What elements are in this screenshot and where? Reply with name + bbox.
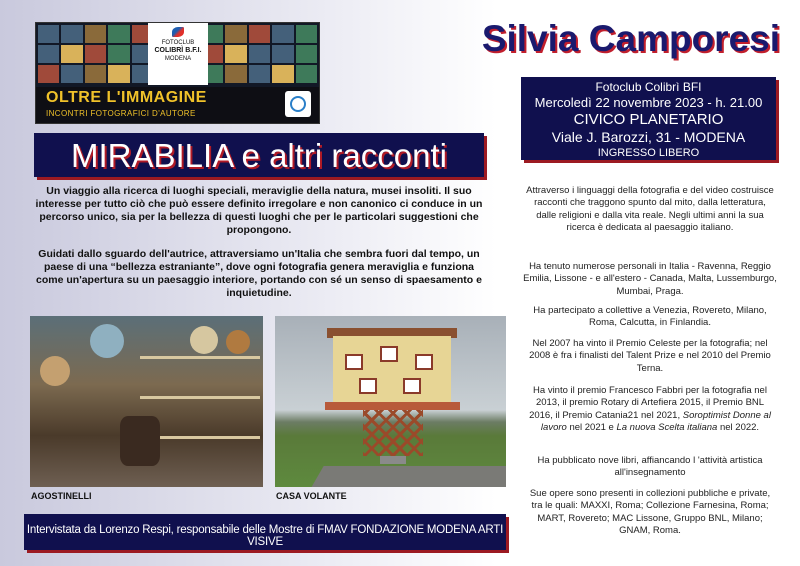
bio-paragraph-6: Ha pubblicato nove libri, affiancando l 'attività artistica all'insegnamento	[537, 455, 763, 479]
club-logo	[148, 23, 208, 85]
hummingbird-icon	[172, 27, 184, 37]
photo-agostinelli	[30, 316, 263, 487]
bio-award-scelta: La nuova Scelta italiana	[616, 421, 718, 433]
bio-paragraph-3: Ha partecipato a collettive a Venezia, Rovereto, Milano, Roma, Calcutta, in Finlandia.	[533, 305, 767, 329]
interviewer-text: Intervistata da Lorenzo Respi, responsabile delle Mostre di FMAV FONDAZIONE MODENA ARTI VISIVE	[26, 524, 504, 548]
bio-awards-text-3: nel 2022.	[719, 421, 760, 433]
bio-paragraph-1: Attraverso i linguaggi della fotografia e del video costruisce racconti che traggono spunto dal mito, dalla letteratura, dalle religioni e dalla vita reale. Negli ultimi anni la sua ricerca è dedicata al paesaggio italiano.	[526, 185, 774, 233]
club-city: MODENA	[164, 56, 192, 62]
bio-awards-text: Ha vinto il premio Francesco Fabbri per la fotografia nel 2013, il premio Rotary di Artefiera 2015, il Premio BNL 2016, il Premio Catania21 nel 2021,	[529, 385, 767, 421]
event-club: Fotoclub Colibrì BFI	[595, 80, 702, 94]
bio-awards-text-2: nel 2021 e	[569, 421, 614, 433]
bio-paragraph-4: Nel 2007 ha vinto il Premio Celeste per la fotografia; nel 2008 è fra i finalisti del Talent Prize e nel 2010 del Premio Terna.	[529, 338, 771, 374]
event-series-banner	[35, 22, 320, 124]
photo-casa-volante	[275, 316, 506, 487]
event-entry: INGRESSO LIBERO	[597, 147, 700, 159]
event-address: Viale J. Barozzi, 31 - MODENA	[551, 129, 746, 145]
intro-paragraph-2: Guidati dallo sguardo dell'autrice, attraversiamo un'Italia che sembra fuori dal tempo, un paese di una “bellezza estraniante”, dove ogni fotografia genera meraviglia e funziona come un'apertura su un paesaggio interiore, portando con sé un senso di spaesamento e inquietudine.	[36, 248, 482, 299]
event-info-box	[521, 77, 776, 160]
author-name: Silvia Camporesi	[481, 18, 780, 59]
photo-caption-2: CASA VOLANTE	[276, 491, 347, 501]
bio-paragraph-5	[523, 385, 777, 434]
series-subtitle: INCONTRI FOTOGRAFICI D'AUTORE	[46, 109, 196, 118]
main-title: MIRABILIA e altri racconti	[71, 137, 447, 174]
photo-caption-1: AGOSTINELLI	[31, 491, 92, 501]
event-date-time: Mercoledì 22 novembre 2023 - h. 21.00	[534, 95, 763, 110]
interviewer-box	[24, 514, 506, 550]
event-venue: CIVICO PLANETARIO	[573, 111, 724, 128]
main-title-box	[34, 133, 484, 177]
bio-paragraph-2: Ha tenuto numerose personali in Italia - Ravenna, Reggio Emilia, Lissone - e all'estero - Canada, Malta, Lussemburgo, Mumbai, Praga.	[523, 261, 777, 297]
bio-award-soroptimist: Soroptimist Donne al lavoro	[540, 409, 771, 433]
fiaf-seal-icon	[285, 91, 311, 117]
series-title: OLTRE L'IMMAGINE	[46, 89, 207, 106]
club-name: COLIBRÌ B.F.I.	[154, 47, 202, 54]
club-top-label: FOTOCLUB	[161, 40, 195, 46]
bio-paragraph-7: Sue opere sono presenti in collezioni pubbliche e private, tra le quali: MAXXI, Roma; Collezione Farnesina, Roma; MART, Rovereto; MAC Lissone, Gruppo BNL, Milano; GNAM, Roma.	[529, 488, 771, 536]
intro-paragraph-1: Un viaggio alla ricerca di luoghi speciali, meraviglie della natura, musei insoliti. Il suo interesse per tutto ciò che può essere definito irregolare e non canonico ci conduce in un percorso unico, sia per la bellezza di questi luoghi che per le particolari suggestioni che propongono.	[35, 185, 483, 236]
